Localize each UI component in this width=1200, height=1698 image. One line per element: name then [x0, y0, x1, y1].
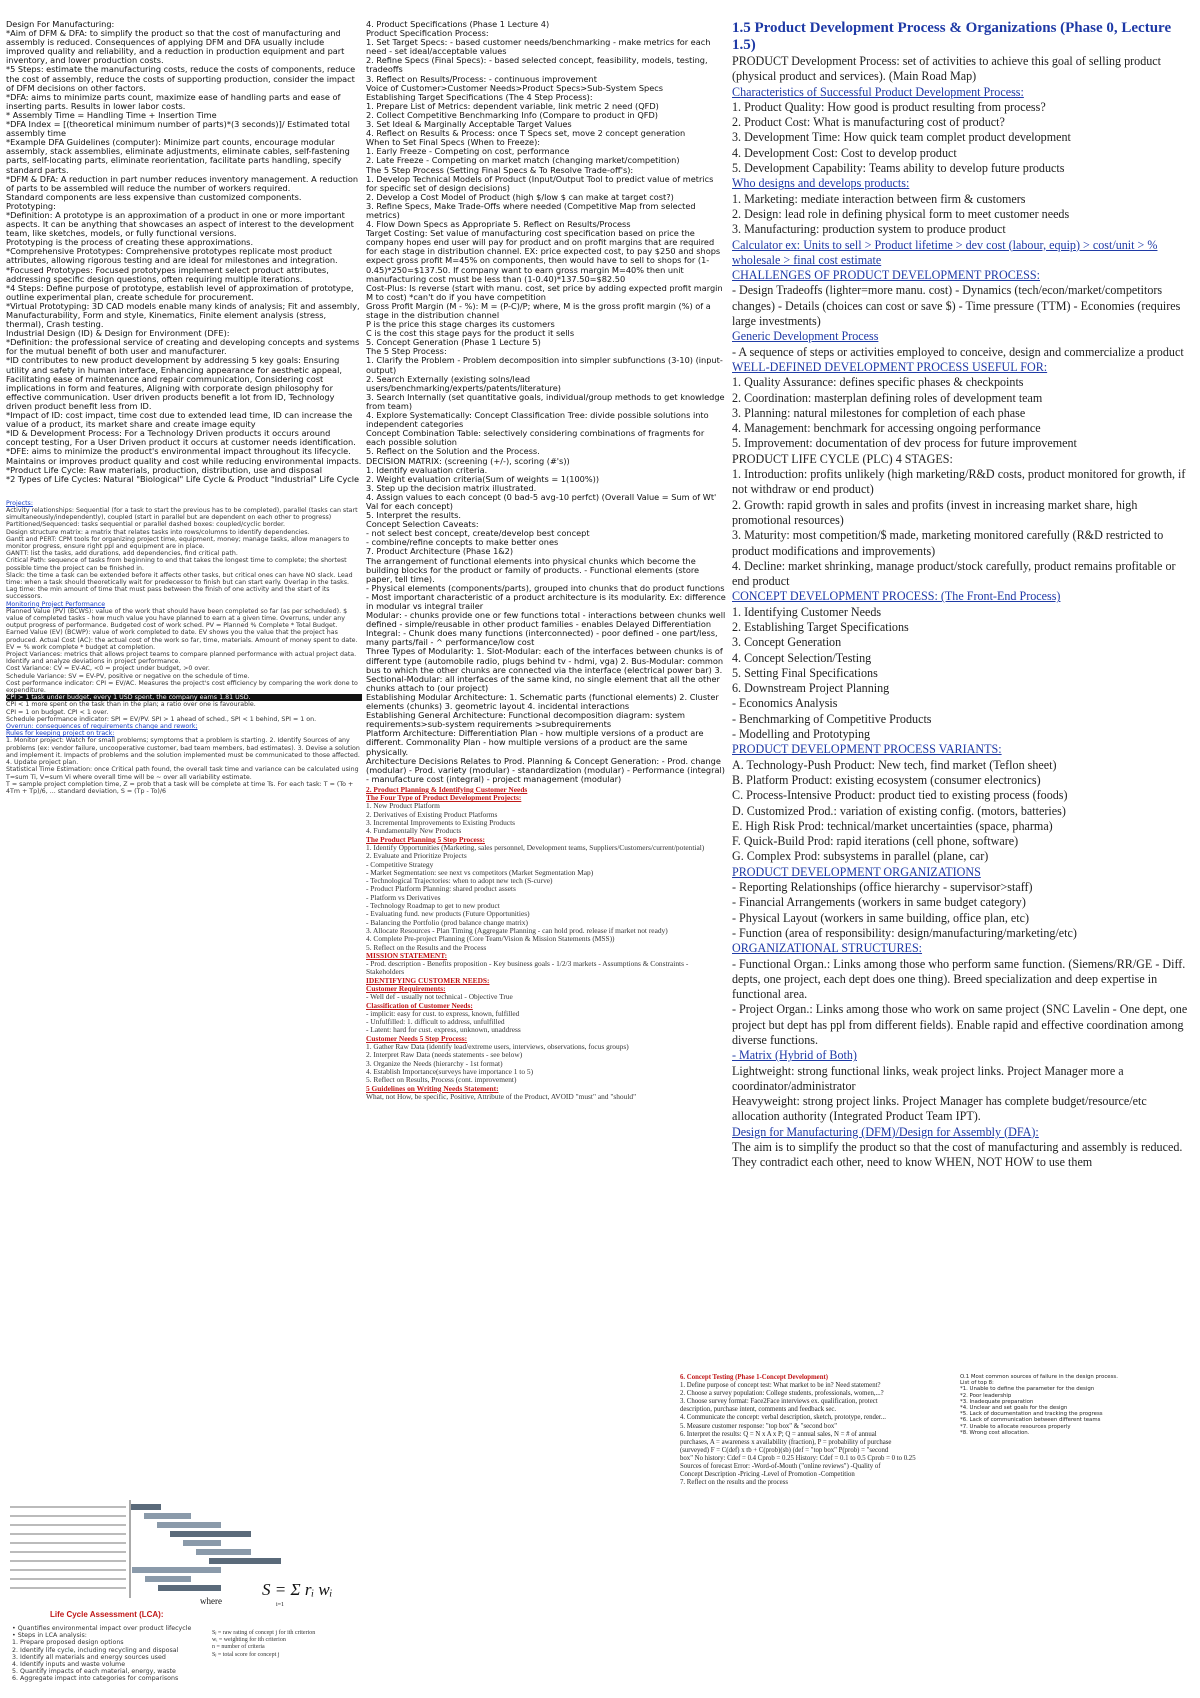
note-line: - Project Organ.: Links among those who work on same project (SNC Lavelin - One dept, one project but dept has ppl from different fields). Enable rapid and effective coordination among diverse functions.	[732, 1002, 1188, 1047]
note-line: *5 Steps: estimate the manufacturing costs, reduce the costs of components, reduce the cost of assembly, reduce the costs of supporting production, consider the impact of DFM decisions on other factors.	[6, 64, 356, 93]
note-line: box" No history: Cdef = 0.4 Cprob = 0.25 History: Cdef = 0.1 to 0.5 Cprob = 0 to 0.25	[680, 1454, 916, 1462]
note-line: 6. Concept Testing (Phase 1-Concept Development)	[680, 1374, 829, 1381]
note-line: 5. Interpret the results.	[366, 510, 461, 521]
note-line: Target Costing: Set value of manufacturing cost specification based on price the company hopes end user will pay for product and on profit margins that are required for each stage in distribution channel. EX: price expected cost, to pay $250 and shops expect gross profit M=45% on components, then would have to sell to shops for (1-0.45)*250=$137.50. If company want to earn gross margin M=40% then unit manufacturing cost must be less than (1-0.40)*137.50=$82.50	[366, 228, 721, 284]
note-line: * Assembly Time = Handling Time + Insertion Time	[6, 109, 217, 120]
note-line: *Product Life Cycle: Raw materials, production, distribution, use and disposal	[6, 464, 322, 475]
note-line: Gantt and PERT: CPM tools for organizing project time, equipment, money; manage tasks, allow managers to monitor progress, ensure right ppl and equipment are in place.	[6, 535, 350, 550]
note-line: Critical Path: sequence of tasks from beginning to end that takes the longest time to complete; the shortest possible time the project can be finished in.	[6, 557, 347, 572]
note-line: *7. Unable to allocate resources properly	[960, 1423, 1071, 1430]
note-line: - Latent: hard for cust. express, unknown, unaddress	[366, 1025, 521, 1035]
note-line: - not select best concept, create/develop best concept	[366, 528, 590, 539]
note-line: PRODUCT Development Process: set of activities to achieve this goal of selling product (physical product and services). (Main Road Map)	[732, 54, 1162, 84]
note-line: 2. Interpret Raw Data (needs statements - see below)	[366, 1050, 523, 1060]
note-line: 3. Manufacturing: production system to produce product	[732, 222, 1006, 237]
note-line: Concept Combination Table: selectively considering combinations of fragments for each possible solution	[366, 428, 705, 448]
note-line: Design structure matrix: a matrix that relates tasks into rows/columns to identify dependencies.	[6, 528, 310, 536]
note-line: When to Set Final Specs (When to Freeze):	[366, 137, 541, 148]
score-formula: S = Σ rᵢ wᵢ	[262, 1580, 333, 1599]
note-line: 1. Prepare List of Metrics: dependent variable, link metric 2 need (QFD)	[366, 100, 659, 111]
note-line: Establishing General Architecture: Functional decomposition diagram: system requirements>sub-system requirements >subrequirements	[366, 710, 685, 730]
note-line: 2. Product Planning & Identifying Customer Needs	[366, 784, 528, 794]
concept-testing-notes	[680, 1374, 952, 1487]
note-line: G. Complex Prod: subsystems in parallel (plane, car)	[732, 849, 989, 864]
note-line: 1. Identify Opportunities (Marketing, sales personnel, Development teams, Suppliers/Customers/current/potential)	[366, 842, 705, 852]
note-line: 3. Planning: natural milestones for completion of each phase	[732, 405, 1026, 420]
note-line: - Economics Analysis	[732, 696, 838, 711]
note-line: 3. Allocate Resources - Plan Timing (Aggregate Planning - can hold prod. release if market not ready)	[366, 925, 668, 935]
gantt-bar	[158, 1585, 221, 1591]
note-line: O.1 Most common sources of failure in the design process.	[960, 1374, 1118, 1380]
note-line: Cost-Plus: Is reverse (start with manu. cost, set price by adding expected profit margin M to cost) *can't do if you have competition	[366, 282, 723, 302]
note-line: Concept Selection Caveats:	[366, 519, 479, 530]
note-line: Customer Needs 5 Step Process:	[366, 1033, 468, 1043]
note-line: 2. Weight evaluation criteria(Sum of weights = 1(100%))	[366, 473, 600, 484]
note-line: *DFA: aims to minimize parts count, maximize ease of handling parts and ease of inserting parts. Results in lower labor costs.	[6, 91, 341, 111]
note-line: n = number of criteria	[212, 1644, 265, 1651]
note-line: *Definition: A prototype is an approximation of a product in one or more important aspects. It can be anything that showcases an aspect of interest to the development team, like sketches, models, or fully functional versions.	[6, 209, 354, 239]
note-line: 5. Setting Final Specifications	[732, 665, 878, 680]
note-line: The Product Planning 5 Step Process:	[366, 834, 486, 844]
note-line: The Four Type of Product Development Projects:	[366, 793, 522, 803]
note-line: 2. Develop a Cost Model of Product (high $/low $ can make at target cost?)	[366, 191, 674, 202]
note-line: P is the price this stage charges its customers	[366, 319, 555, 330]
note-line: 1. Clarify the Problem - Problem decomposition into simpler subfunctions (3-10) (input-output)	[366, 355, 723, 375]
gantt-bar	[170, 1531, 251, 1537]
note-line: 3. Organize the Needs (hierarchy - 1st format)	[366, 1058, 503, 1068]
gantt-bar	[132, 1567, 221, 1573]
note-line: 4. Complete Pre-project Planning (Core Team/Vision & Mission Statements (MSS))	[366, 934, 615, 944]
note-line: Overrun: consequences of requirements change and rework;	[6, 723, 198, 731]
note-line: Earned Value (EV) (BCWP): value of work completed to date. EV shows you the value that the project has produced. Actual Cost (AC): the actual cost of the work so far, time, materials. Amount of money spent to date. EV = % work complete * budget at completion.	[6, 629, 358, 651]
note-line: *Example DFA Guidelines (computer): Minimize part counts, encourage modular assembly, stack assemblies, eliminate adjustments, eliminate cables, self-fastening parts, self-locating parts, eliminate reorientation, facilitate parts handling, specify standard parts.	[6, 137, 350, 175]
note-line: *Aim of DFM & DFA: to simplify the product so that the cost of manufacturing and assembly is reduced. Consequences of applying DFM and DFA usually include improved quality and reliability, and a reduction in production equipment and part inventory, and lower production costs.	[6, 28, 345, 66]
note-line: 3. Set Ideal & Marginally Acceptable Target Values	[366, 119, 572, 130]
note-line: Schedule performance indicator: SPI = EV/PV. SPI > 1 ahead of sched., SPI < 1 behind, SPI = 1 on.	[6, 715, 317, 723]
note-line: 1. Quality Assurance: defines specific phases & checkpoints	[732, 375, 1024, 390]
note-line: *Virtual Prototyping: 3D CAD models enable many kinds of analysis; Fit and assembly, Manufacturability, Form and style, Kinematics, Finite element analysis (stress, thermal), Crash testing.	[6, 300, 360, 330]
note-line: *Focused Prototypes: Focused prototypes implement select product attributes, addressing specific design questions, often requiring multiple iterations.	[6, 264, 329, 284]
note-line: E. High Risk Prod: technical/market uncertainties (space, pharma)	[732, 818, 1053, 833]
note-line: *5. Lack of documentation and tracking the progress	[960, 1411, 1103, 1418]
note-line: - Prod. description - Benefits proposition - Key business goals - 1/2/3 markets - Assumptions & Constraints - Stakeholders	[366, 959, 689, 977]
note-line: Cost performance indicator: CPI = EV/AC. Measures the project's cost efficiency by comparing the work done to expenditure.	[6, 679, 358, 695]
note-line: MISSION STATEMENT:	[366, 950, 448, 960]
note-line: DECISION MATRIX: (screening (+/-), scoring (#'s))	[366, 455, 570, 466]
note-line: Standard components are less expensive than customized components.	[6, 191, 302, 202]
note-line: IDENTIFYING CUSTOMER NEEDS:	[366, 975, 490, 985]
note-line: 4. Identify inputs and waste volume	[12, 1661, 126, 1669]
note-line: 7. Reflect on the results and the process	[680, 1479, 788, 1487]
note-line: - Product Platform Planning: shared product assets	[366, 884, 516, 894]
note-line: Projects:	[6, 499, 33, 507]
note-line: PRODUCT DEVELOPMENT ORGANIZATIONS	[732, 864, 981, 879]
note-line: wᵢ = weighting for ith criterion	[212, 1637, 286, 1644]
note-line: *2 Types of Life Cycles: Natural "Biological" Life Cycle & Product "Industrial" Life Cycle	[6, 473, 360, 484]
note-line: • Quantifies environmental impact over product lifecycle	[12, 1625, 192, 1632]
where-label: where	[200, 1596, 222, 1606]
gantt-bar	[196, 1549, 251, 1555]
note-line: Concept Description -Pricing -Level of Promotion -Competition	[680, 1471, 855, 1479]
note-line: • Steps in LCA analysis:	[12, 1632, 87, 1640]
note-line: *Definition: the professional service of creating and developing concepts and systems for the mutual benefit of both user and manufacturer.	[6, 337, 360, 357]
note-line: 6. Aggregate impact into categories for comparisons	[12, 1675, 179, 1683]
note-line: *Impact of ID: cost impact, time cost due to extended lead time, ID can increase the value of a product, its market share and create image equity	[6, 410, 353, 430]
note-line: B. Platform Product: existing ecosystem (consumer electronics)	[732, 772, 1041, 787]
note-line: Characteristics of Successful Product Development Process:	[732, 84, 1024, 99]
note-line: 4. Product Specifications (Phase 1 Lecture 4)	[366, 20, 550, 29]
note-line: 1. Product Quality: How good is product resulting from process?	[732, 99, 1046, 114]
note-line: *ID contributes to new product development by addressing 5 key goals: Ensuring utility and safety in human interface, Enhancing appearance for aesthetic appeal, Facilitating ease of maintenance and repair communication, Considering cost implications in form and features, Aligning with corporate design philosophy for effective communication. User driven products benefit a lot from ID, Technology driven product benefit less from ID.	[6, 355, 342, 411]
note-line: 5. Development Capability: Teams ability to develop future products	[732, 161, 1065, 176]
note-line: 2. Search Externally (existing solns/lead users/benchmarking/experts/patents/literature)	[366, 373, 561, 393]
note-line: (surveyed) F = C(def) x tb + C(prob)(sb) (def = "top box" P(prob) = "second	[680, 1446, 889, 1454]
note-line: D. Customized Prod.: variation of existing config. (motors, batteries)	[732, 803, 1066, 818]
note-line: Prototyping is the process of creating these approximations.	[6, 237, 254, 248]
note-line: - Evaluating fund. new products (Future Opportunities)	[366, 909, 530, 919]
note-line: 4. Management: benchmark for accessing ongoing performance	[732, 421, 1041, 436]
note-line: Gross Profit Margin (M - %): M = (P-C)/P; where, M is the gross profit margin (%) of a stage in the distribution channel	[366, 300, 711, 320]
note-line: 2. Collect Competitive Benchmarking Info (Compare to product in QFD)	[366, 109, 658, 120]
note-line: *DFA Index = [(theoretical minimum number of parts)*(3 seconds)]/ Estimated total assembly time	[6, 119, 350, 139]
note-line: 5. Improvement: documentation of dev process for future improvement	[732, 436, 1077, 451]
column-middle	[366, 20, 726, 1690]
note-line: 4. Explore Systematically: Concept Classification Tree: divide possible solutions into independent categories	[366, 410, 709, 430]
note-line: Project Variances: metrics that allows project teams to compare planned performance with actual project data. Identify and analyze deviations in project performance.	[6, 651, 357, 666]
section-title: 1.5 Product Development Process & Organizations (Phase 0, Lecture 1.5)	[732, 20, 1172, 53]
note-line: 3. Concept Generation	[732, 635, 842, 650]
note-line: 2. Choose a survey population: College students, professionals, women,...?	[680, 1390, 884, 1398]
note-line: 2. Coordination: masterplan defining roles of development team	[732, 390, 1043, 405]
note-line: Partitioned/Sequenced: tasks sequential or parallel dashed boxes: coupled/cyclic border.	[6, 521, 285, 529]
note-line: 2. Design: lead role in defining physical form to meet customer needs	[732, 206, 1070, 221]
note-line: CPI = 1 on budget. CPI < 1 over.	[6, 708, 109, 716]
gantt-bar	[145, 1576, 191, 1582]
note-line: 1. Set Target Specs: - based customer needs/benchmarking - make metrics for each need - set ideal/acceptable values	[366, 37, 711, 57]
note-line: - Physical Layout (workers in same building, office plan, etc)	[732, 910, 1029, 925]
score-formula-index: i=1	[276, 1602, 285, 1608]
note-line: description, purchase intent, comments and feedback sec.	[680, 1406, 837, 1414]
note-line: *4. Unclear and set goals for the design	[960, 1405, 1068, 1412]
development-process-notes	[732, 20, 1194, 1171]
specs-concept-architecture-notes	[366, 20, 726, 784]
note-line: - Competitive Strategy	[366, 859, 434, 869]
note-line: GANTT: list the tasks, add durations, add dependencies, find critical path.	[6, 550, 238, 558]
note-line: Sⱼ = total score for concept j	[212, 1651, 280, 1658]
failure-sources-notes	[960, 1374, 1192, 1436]
note-line: - Functional Organ.: Links among those who perform same function. (Siemens/RR/GE - Diff. depts, one project, each dept does one thing). Breed specialization and deep expertise in functional area.	[732, 956, 1186, 1002]
note-line: Design for Manufacturing (DFM)/Design for Assembly (DFA):	[732, 1124, 1039, 1139]
projects-notes	[6, 500, 362, 795]
note-line: purchases, A = awareness x availability (fraction), P = probability of purchase	[680, 1438, 892, 1446]
note-line: - Financial Arrangements (workers in same budget category)	[732, 895, 1026, 910]
note-line: Design For Manufacturing:	[6, 20, 115, 29]
note-line: 4. Establish Importance(surveys have importance 1 to 5)	[366, 1066, 534, 1076]
note-line: Sources of forecast Error: -Word-of-Mouth ("online reviews") -Quality of	[680, 1463, 881, 1471]
note-line: 2. Late Freeze - Competing on market match (changing market/competition)	[366, 155, 680, 166]
note-line: Product Specification Process:	[366, 28, 489, 39]
note-line: - Market Segmentation: see next vs competitors (Market Segmentation Map)	[366, 867, 594, 877]
note-line: 5 Guidelines on Writing Needs Statement:	[366, 1083, 499, 1093]
note-line: 3. Refine Specs, Make Trade-Offs where needed (Competitive Map from selected metrics)	[366, 200, 696, 220]
note-line: 3. Choose survey format: Face2Face interviews ex. qualification, protect	[680, 1398, 878, 1406]
note-line: The 5 Step Process (Setting Final Specs & To Resolve Trade-off's):	[366, 164, 634, 175]
note-line: 4. Development Cost: Cost to develop product	[732, 145, 957, 160]
note-line: - combine/refine concepts to make better ones	[366, 537, 559, 548]
note-line: Architecture Decisions Relates to Prod. Planning & Concept Generation: - Prod. change (modular) - Prod. variety (modular) - standardization (modular) - Performance (integral) - manufacture cost (integral) - project management (modular)	[366, 755, 725, 784]
note-line: Calculator ex: Units to sell > Product lifetime > dev cost (labour, equip) > cost/unit > % wholesale > final cost estimate	[732, 237, 1158, 267]
note-line: What, not How, be specific, Positive, Attribute of the Product, AVOID "must" and "should"	[366, 1091, 637, 1101]
note-line: Cost Variance: CV = EV-AC, <0 = project under budget, >0 over.	[6, 665, 210, 673]
note-line: 1. Develop Technical Models of Product (Input/Output Tool to predict value of metrics for specific set of design decisions)	[366, 173, 714, 193]
note-line: 1. New Product Platform	[366, 801, 440, 811]
note-line: Customer Requirements:	[366, 984, 446, 993]
planning-customer-needs-notes	[366, 786, 726, 1101]
note-line: - Benchmarking of Competitive Products	[732, 711, 932, 726]
note-line: *3. Inadequate preparation	[960, 1398, 1034, 1405]
note-line: - Balancing the Portfolio (prod balance change matrix)	[366, 917, 528, 927]
note-line: - Technological Trajectories: when to adopt new tech (S-curve)	[366, 876, 553, 886]
note-line: Generic Development Process	[732, 329, 879, 344]
note-line: 1. Introduction: profits unlikely (high marketing/R&D costs, product monitored for growth, if not withdraw or end product)	[732, 467, 1186, 497]
note-line: 4. Reflect on Results & Process: once T Specs set, move 2 concept generation	[366, 128, 686, 139]
note-line: - Matrix (Hybrid of Both)	[732, 1048, 857, 1063]
gantt-bar	[144, 1513, 191, 1519]
note-line: PRODUCT DEVELOPMENT PROCESS VARIANTS:	[732, 742, 1002, 757]
gantt-bar	[209, 1558, 281, 1564]
note-line: ORGANIZATIONAL STRUCTURES:	[732, 941, 923, 956]
note-line: Platform Architecture: Differentiation Plan - how multiple versions of a product are different. Commonality Plan - how multiple versions of a product are the same physically.	[366, 728, 704, 757]
note-line: 5. Reflect on the Results and the Process	[366, 942, 487, 952]
note-line: 1. Monitor project: Watch for small problems; symptoms that a problem is starting. 2. Identify Sources of any problems (ex: vendor failure, uncooperative customer, bad team members, bad estimates). 3. Devise a solution and implement it. Impacts of problems and the solution implemented must be communicated to those affected. 4. Update project plan.	[6, 737, 360, 767]
note-line: Classification of Customer Needs:	[366, 1000, 473, 1010]
note-line: The aim is to simplify the product so that the cost of manufacturing and assembly is reduced. They contradict each other, need to know WHEN, NOT HOW to use them	[732, 1140, 1183, 1170]
note-line: CONCEPT DEVELOPMENT PROCESS: (The Front-End Process)	[732, 589, 1061, 604]
note-line: Establishing Target Specifications (The 4 Step Process):	[366, 91, 593, 102]
note-line: Who designs and develops products:	[732, 176, 910, 191]
note-line: - Reporting Relationships (office hierarchy - supervisor>staff)	[732, 880, 1033, 895]
note-line: C. Process-Intensive Product: product tied to existing process (foods)	[732, 788, 1068, 803]
note-line: 2. Refine Specs (Final Specs): - based selected concept, feasibility, models, testing, tradeoffs	[366, 55, 708, 75]
note-line: 3. Development Time: How quick team complet product development	[732, 130, 1071, 145]
note-line: *6. Lack of communication between different teams	[960, 1417, 1101, 1424]
note-line: - Technology Roadmap to get to new product	[366, 901, 500, 911]
note-line: Sⱼ = raw rating of concept j for ith criterion	[212, 1630, 316, 1636]
note-line: 4. Fundamentally New Products	[366, 826, 462, 836]
note-line: C is the cost this stage pays for the product it sells	[366, 328, 575, 339]
note-line: *ID & Development Process: For a Technology Driven products it occurs around concept testing, For a User Driven product it occurs at customer needs identification.	[6, 428, 356, 448]
note-line: 1. Marketing: mediate interaction between firm & customers	[732, 191, 1026, 206]
note-line: 3. Maturity: most competition/$ made, marketing monitored carefully (R&D restricted to product modifications and improvements)	[732, 528, 1164, 558]
lca-steps	[12, 1625, 212, 1683]
note-line: 4. Decline: market shrinking, manage product/stock carefully, product remains profitable or end product	[732, 558, 1176, 589]
note-line: - implicit: easy for cust. to express, known, fulfilled	[366, 1008, 520, 1018]
note-line: *2. Poor leadership	[960, 1392, 1012, 1399]
note-line: 5. Quantify impacts of each material, energy, waste	[12, 1668, 176, 1676]
note-line: 7. Product Architecture (Phase 1&2)	[366, 546, 514, 557]
note-line: 3. Identify all materials and energy sources used	[12, 1653, 166, 1661]
note-line: CHALLENGES OF PRODUCT DEVELOPMENT PROCESS:	[732, 268, 1040, 283]
note-line: Rules for keeping project on track:	[6, 730, 115, 738]
note-line: Planned Value (PV) (BCWS): value of the work that should have been completed so far (as per scheduled). $ value of completed tasks - how much value you have planned to earn at a given time. Overruns, under any output progress of performance. Budgeted cost of work sched. PV = Planned % Complete * Total Budget.	[6, 607, 348, 630]
gantt-bar	[183, 1540, 221, 1546]
note-line: Voice of Customer>Customer Needs>Product Specs>Sub-System Specs	[366, 82, 664, 93]
note-line: 2. Identify life cycle, including recycling and disposal	[12, 1646, 179, 1654]
note-line: 2. Product Cost: What is manufacturing cost of product?	[732, 115, 1005, 130]
lca-title: Life Cycle Assessment (LCA):	[50, 1610, 164, 1619]
note-line: A. Technology-Push Product: New tech, find market (Teflon sheet)	[732, 757, 1057, 772]
gantt-bar	[131, 1504, 161, 1510]
note-line: 1. Define purpose of concept test: What market to be in? Need statement?	[680, 1382, 881, 1390]
note-line: PRODUCT LIFE CYCLE (PLC) 4 STAGES:	[732, 451, 953, 466]
column-left	[6, 20, 362, 1690]
note-line: 5. Reflect on the Solution and the Process.	[366, 446, 540, 457]
note-line: F. Quick-Build Prod: rapid iterations (cell phone, software)	[732, 834, 1019, 849]
note-line: CPI > 1 task under budget, every 1 USD spent, the company earns 1.81 USD.	[6, 694, 362, 701]
note-line: - Function (area of responsibility: design/manufacturing/marketing/etc)	[732, 925, 1077, 940]
note-line: 1. Identify evaluation criteria.	[366, 464, 488, 475]
note-line: Integral: - Chunk does many functions (interconnected) - poor defined - one part/less, many parts/fail - ^ performance/low cost	[366, 628, 718, 648]
note-line: List of top 8:	[960, 1380, 994, 1387]
note-line: - Physical elements (components/parts), grouped into chunks that do product functions - Most important characteristic of a product architecture is its modularity. Ex: difference in modular vs integral trailer	[366, 582, 726, 611]
note-line: 1. Gather Raw Data (identify lead/extreme users, interviews, observations, focus groups)	[366, 1042, 629, 1052]
note-line: 4. Communicate the concept: verbal description, sketch, prototype, render...	[680, 1414, 886, 1422]
note-line: 3. Incremental Improvements to Existing Products	[366, 818, 516, 828]
note-line: *Comprehensive Prototypes: Comprehensive prototypes replicate most product attributes, allowing rigorous testing and are ideal for milestones and integration.	[6, 246, 338, 266]
note-line: Industrial Design (ID) & Design for Environment (DFE):	[6, 328, 230, 339]
note-line: 3. Reflect on Results/Process: - continuous improvement	[366, 73, 597, 84]
note-line: - Modelling and Prototyping	[732, 727, 871, 742]
note-line: *DFM & DFA: A reduction in part number reduces inventory management. A reduction of parts to be assembled will reduce the number of workers required.	[6, 173, 359, 193]
note-line: 4. Flow Down Specs as Appropriate 5. Reflect on Results/Process	[366, 219, 631, 230]
note-line: - A sequence of steps or activities employed to conceive, design and commercialize a product	[732, 344, 1184, 359]
note-line: WELL-DEFINED DEVELOPMENT PROCESS USEFUL FOR:	[732, 359, 1048, 374]
note-line: 3. Search Internally (set quantitative goals, individual/group methods to get knowledge from team)	[366, 391, 725, 411]
note-line: Modular: - chunks provide one or few functions total - interactions between chunks well defined - simple/reusable in other product families - enables Delayed Differentiation	[366, 610, 726, 630]
note-line: Slack: the time a task can be extended before it affects other tasks, but critical ones can have NO slack. Lead time: when a task should theoretically wait for predecessor to finish but can start early. Overlap in the tasks. Lag time: the min amount of time that must pass between the finish of one activity and the start of its successors.	[6, 571, 353, 601]
gantt-bar	[157, 1522, 221, 1528]
note-line: 4. Concept Selection/Testing	[732, 650, 872, 665]
note-line: 2. Derivatives of Existing Product Platforms	[366, 809, 498, 819]
note-line: The 5 Step Process:	[366, 346, 447, 357]
note-line: The arrangement of functional elements into physical chunks which become the building blocks for the product or family of products. - Functional elements (store paper, tell time).	[366, 555, 700, 584]
note-line: - Design Tradeoffs (lighter=more manu. cost) - Dynamics (tech/econ/market/competitors changes) - Details (choices can cost or save $) - Time pressure (TTM) - Economies (requires large investments)	[732, 283, 1181, 329]
note-line: 5. Reflect on Results, Process (cont. improvement)	[366, 1075, 517, 1085]
note-line: *8. Wrong cost allocation.	[960, 1429, 1030, 1436]
note-line: - Unfulfilled: 1. difficult to address, unfulfilled	[366, 1017, 505, 1027]
note-line: 2. Growth: rapid growth in sales and profits (invest in increasing market share, high promotional resources)	[732, 497, 1138, 527]
note-line: - Well def - usually not technical - Objective True	[366, 992, 513, 1002]
note-line: *1. Unable to define the parameter for the design	[960, 1386, 1095, 1393]
note-line: Lightweight: strong functional links, weak project links. Project Manager more a coordinator/administrator	[732, 1063, 1124, 1093]
note-line: CPI < 1 more spent on the task than in the plan; a ratio over one is favourable.	[6, 701, 256, 709]
note-line: Heavyweight: strong project links. Project Manager has complete budget/resource/etc allocation authority (Integrated Product Team IPT).	[732, 1094, 1147, 1124]
note-line: 1. Prepare proposed design options	[12, 1639, 124, 1647]
note-line: Establishing Modular Architecture: 1. Schematic parts (functional elements) 2. Cluster elements (chunks) 3. geometric layout 4. incidental interactions	[366, 691, 719, 712]
note-line: Monitoring Project Performance	[6, 600, 106, 608]
note-line: 2. Establishing Target Specifications	[732, 619, 909, 634]
note-line: 6. Downstream Project Planning	[732, 681, 890, 696]
note-line: 5. Measure customer response: "top box" & "second box"	[680, 1422, 838, 1430]
note-line: 1. Identifying Customer Needs	[732, 604, 882, 619]
note-line: T = sample project completion time, Z = prob that a task will be complete at time Ts. For each task: T = (To + 4Tm + Tp)/6, ... standard deviation, S = (Tp - To)/6	[6, 780, 354, 795]
note-line: Prototyping:	[6, 200, 56, 211]
note-line: 4. Assign values to each concept (0 bad-5 avg-10 perfct) (Overall Value = Sum of Wt' Val for each concept)	[366, 491, 717, 511]
note-line: *DFE: aims to minimize the product's environmental impact throughout its lifecycle. Maintains or improves product quality and cost while reducing environmental impacts.	[6, 446, 362, 466]
note-line: - Platform vs Derivatives	[366, 892, 441, 902]
note-line: 3. Step up the decision matrix illustrated.	[366, 482, 537, 493]
dfm-prototyping-id-notes	[6, 20, 362, 484]
note-line: 5. Concept Generation (Phase 1 Lecture 5)	[366, 337, 541, 348]
note-line: Schedule Variance: SV = EV-PV, positive or negative on the schedule of time.	[6, 672, 250, 680]
note-line: Activity relationships: Sequential (for a task to start the previous has to be completed), parallel (tasks can start simultaneously/independently), coupled (start in parallel but are dependent on each other to progress)	[6, 506, 358, 522]
note-line: 1. Early Freeze - Competing on cost, performance	[366, 146, 570, 157]
note-line: Three Types of Modularity: 1. Slot-Modular: each of the interfaces between chunks is of different type (automobile radio, plugs behind tv - hdmi, vga) 2. Bus-Modular: common bus to which the other chunks are connected via the interface (electrical power bar) 3. Sectional-Modular: all interfaces of the same kind, no single element that all the other chunks attach to (our project)	[366, 646, 724, 693]
note-line: 6. Interpret the results: Q = N x A x P; Q = annual sales, N = # of annual	[680, 1430, 877, 1438]
note-line: 2. Evaluate and Prioritize Projects	[366, 851, 467, 861]
score-legend	[212, 1630, 362, 1659]
note-line: Statistical Time Estimation: once Critical path found, the overall task time and variance can be calculated using T=sum Ti, V=sum Vi where overall time will be ~ over all variability estimate.	[6, 766, 359, 781]
note-line: *4 Steps: Define purpose of prototype, establish level of approximation of prototype, outline experimental plan, create schedule for procurement.	[6, 282, 354, 302]
